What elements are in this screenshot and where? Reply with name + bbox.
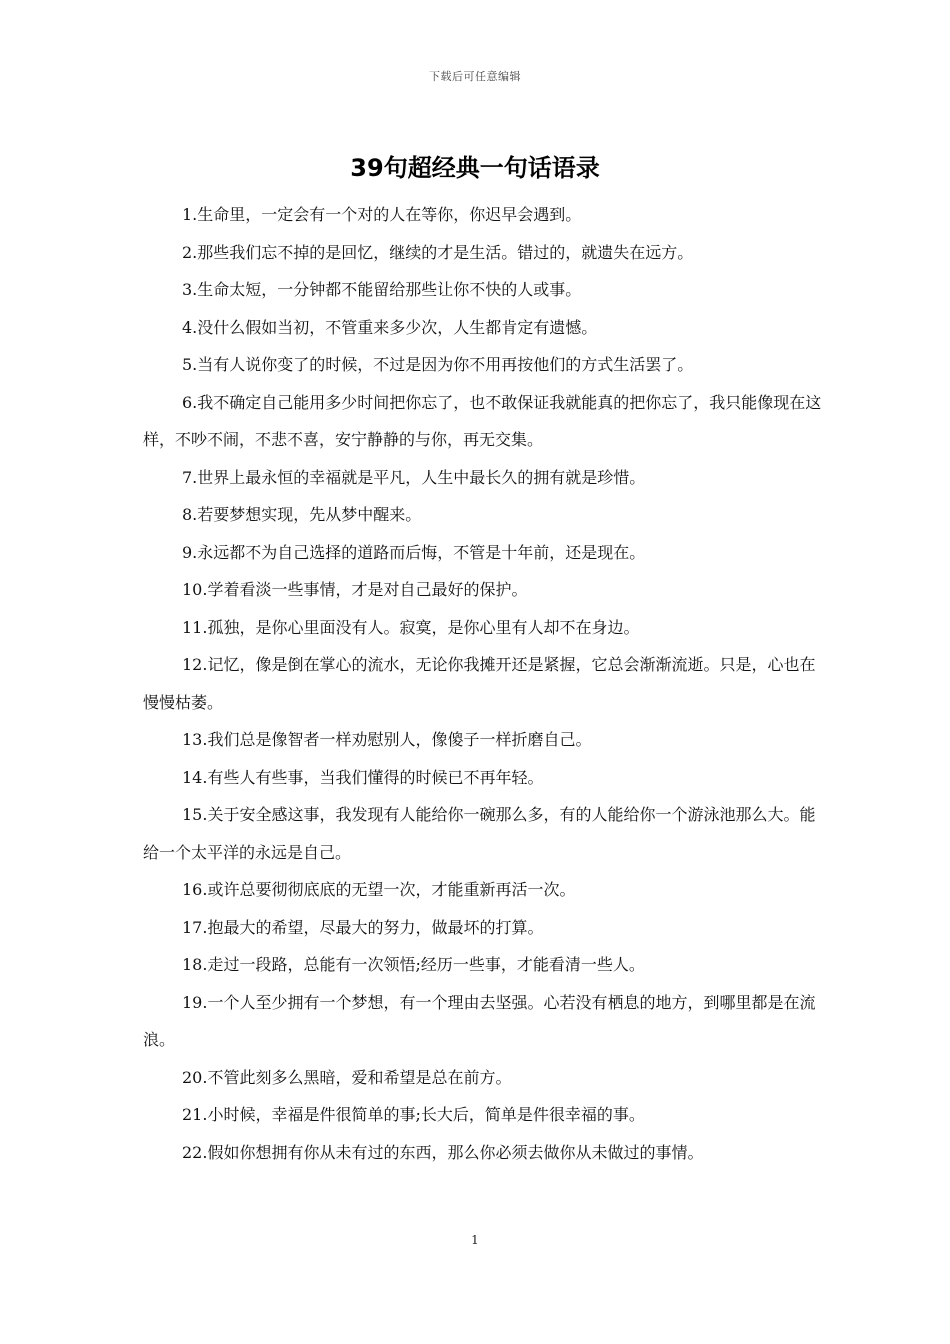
- quote-item: 15.关于安全感这事，我发现有人能给你一碗那么多，有的人能给你一个游泳池那么大。能给一个太平洋的永远是自己。: [143, 805, 816, 862]
- quote-item: 12.记忆，像是倒在掌心的流水，无论你我摊开还是紧握，它总会渐渐流逝。只是，心也在慢慢枯萎。: [143, 655, 816, 712]
- quote-item: 4.没什么假如当初，不管重来多少次，人生都肯定有遗憾。: [182, 317, 598, 337]
- quote-item: 18.走过一段路，总能有一次领悟;经历一些事，才能看清一些人。: [182, 955, 645, 974]
- quote-item: 9.永远都不为自己选择的道路而后悔，不管是十年前，还是现在。: [182, 542, 646, 562]
- quote-item: 8.若要梦想实现，先从梦中醒来。: [182, 505, 422, 524]
- quote-item: 1.生命里，一定会有一个对的人在等你，你迟早会遇到。: [182, 205, 582, 224]
- quote-item: 17.抱最大的希望，尽最大的努力，做最坏的打算。: [182, 917, 544, 937]
- quote-item: 16.或许总要彻彻底底的无望一次，才能重新再活一次。: [182, 880, 576, 899]
- quote-item: 11.孤独，是你心里面没有人。寂寞，是你心里有人却不在身边。: [182, 617, 640, 637]
- quote-item: 13.我们总是像智者一样劝慰别人，像傻子一样折磨自己。: [182, 730, 592, 749]
- quote-item: 5.当有人说你变了的时候，不过是因为你不用再按他们的方式生活罢了。: [182, 355, 694, 374]
- quote-item: 22.假如你想拥有你从未有过的东西，那么你必须去做你从未做过的事情。: [182, 1142, 704, 1162]
- quote-item: 21.小时候，幸福是件很简单的事;长大后，简单是件很幸福的事。: [182, 1105, 645, 1124]
- quote-item: 19.一个人至少拥有一个梦想，有一个理由去坚强。心若没有栖息的地方，到哪里都是在流浪。: [143, 992, 816, 1049]
- quote-item: 20.不管此刻多么黑暗，爱和希望是总在前方。: [182, 1067, 512, 1087]
- quote-item: 14.有些人有些事，当我们懂得的时候已不再年轻。: [182, 767, 544, 787]
- document-title: 39句超经典一句话语录: [350, 154, 600, 182]
- header-note: 下载后可任意编辑: [429, 70, 521, 83]
- quote-item: 7.世界上最永恒的幸福就是平凡，人生中最长久的拥有就是珍惜。: [182, 467, 646, 487]
- quote-item: 6.我不确定自己能用多少时间把你忘了，也不敢保证我就能真的把你忘了，我只能像现在这样，不吵不闹，不悲不喜，安宁静静的与你，再无交集。: [143, 392, 822, 449]
- quote-item: 3.生命太短，一分钟都不能留给那些让你不快的人或事。: [182, 280, 582, 299]
- quote-item: 10.学着看淡一些事情，才是对自己最好的保护。: [182, 580, 528, 599]
- quote-item: 2.那些我们忘不掉的是回忆，继续的才是生活。错过的，就遗失在远方。: [182, 242, 694, 262]
- quote-list: [143, 196, 823, 1171]
- page-number: 1: [471, 1233, 479, 1247]
